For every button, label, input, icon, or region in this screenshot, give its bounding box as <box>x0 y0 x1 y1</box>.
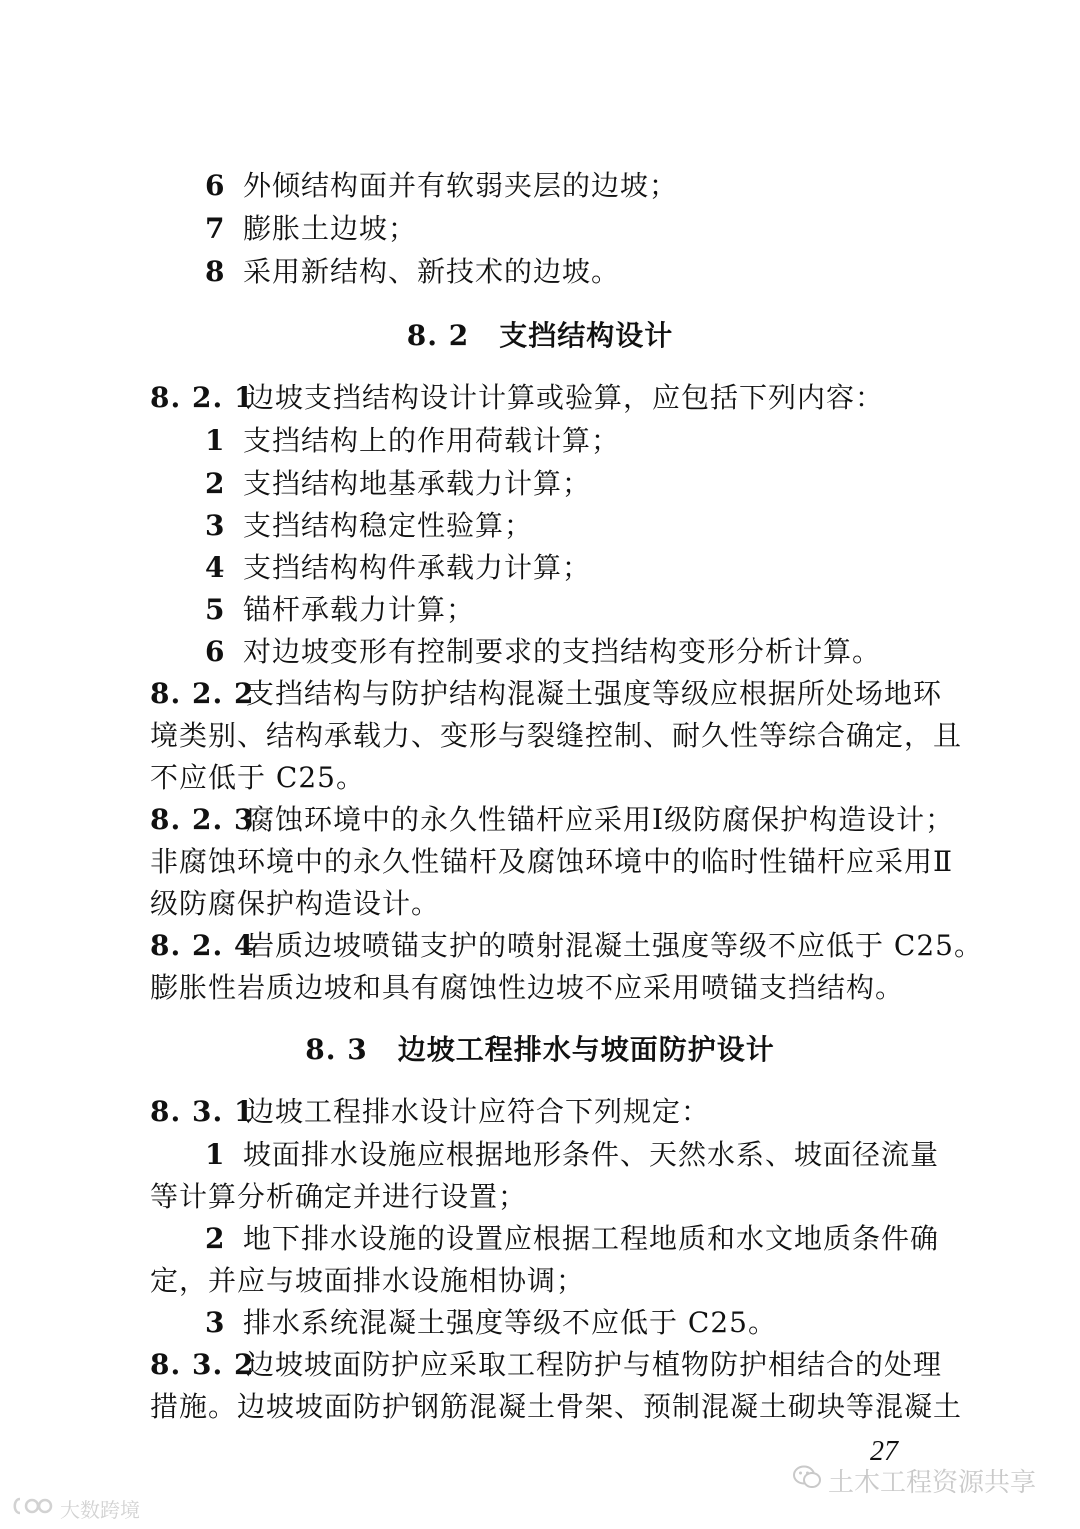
clause-8-2-3 <box>150 800 954 840</box>
item-text: 外倾结构面并有软弱夹层的边坡； <box>243 169 679 202</box>
item-text: 坡面排水设施应根据地形条件、天然水系、坡面径流量 <box>243 1138 940 1171</box>
item-text: 支挡结构稳定性验算； <box>243 509 534 542</box>
clause-number: 8. 3. 2 <box>150 1348 255 1381</box>
clause-8-2-4 <box>150 926 983 966</box>
item-text: 膨胀土边坡； <box>243 212 418 245</box>
list-item <box>205 464 591 504</box>
list-item <box>205 209 417 249</box>
item-number: 3 <box>205 1306 226 1339</box>
item-number: 4 <box>205 551 226 584</box>
list-item <box>205 252 620 292</box>
item-number: 8 <box>205 255 226 288</box>
list-item <box>205 632 881 672</box>
list-item <box>205 1303 777 1343</box>
section-title: 支挡结构设计 <box>499 319 674 352</box>
clause-text: 腐蚀环境中的永久性锚杆应采用Ⅰ级防腐保护构造设计； <box>246 803 955 836</box>
watermark-text: 大数跨境 <box>60 1498 140 1522</box>
item-text: 采用新结构、新技术的边坡。 <box>243 255 621 288</box>
clause-continuation: 措施。边坡坡面防护钢筋混凝土骨架、预制混凝土砌块等混凝土 <box>150 1390 963 1423</box>
clause-continuation: 境类别、结构承载力、变形与裂缝控制、耐久性等综合确定，且 <box>150 719 963 752</box>
item-number: 5 <box>205 593 226 626</box>
page-number: 27 <box>870 1436 898 1467</box>
item-continuation: 定，并应与坡面排水设施相协调； <box>150 1264 586 1297</box>
list-item <box>205 1219 939 1259</box>
clause-8-2-1 <box>150 378 884 418</box>
section-heading-8-3 <box>0 1030 1080 1070</box>
clause-number: 8. 2. 1 <box>150 381 255 414</box>
item-text: 支挡结构地基承载力计算； <box>243 467 592 500</box>
item-text: 支挡结构上的作用荷载计算； <box>243 424 621 457</box>
list-item <box>205 421 620 461</box>
clause-text: 边坡坡面防护应采取工程防护与植物防护相结合的处理 <box>246 1348 943 1381</box>
list-item <box>205 548 591 588</box>
list-item <box>205 590 475 630</box>
item-text: 锚杆承载力计算； <box>243 593 476 626</box>
item-continuation: 等计算分析确定并进行设置； <box>150 1180 528 1213</box>
clause-number: 8. 2. 4 <box>150 929 255 962</box>
clause-8-3-2 <box>150 1345 942 1385</box>
clause-continuation: 不应低于 C25。 <box>150 761 365 794</box>
item-number: 2 <box>205 467 226 500</box>
clause-number: 8. 2. 2 <box>150 677 255 710</box>
clause-continuation: 膨胀性岩质边坡和具有腐蚀性边坡不应采用喷锚支挡结构。 <box>150 971 905 1004</box>
section-number: 8. 2 <box>406 319 470 352</box>
watermark-text: 土木工程资源共享 <box>828 1468 1037 1498</box>
section-number: 8. 3 <box>305 1033 368 1066</box>
watermark-left <box>10 1494 140 1523</box>
clause-number: 8. 3. 1 <box>150 1095 255 1128</box>
watermark-right <box>792 1462 1036 1499</box>
logo-icon <box>10 1495 54 1522</box>
clause-number: 8. 2. 3 <box>150 803 255 836</box>
list-item <box>205 166 678 206</box>
item-number: 1 <box>205 424 226 457</box>
item-text: 排水系统混凝土强度等级不应低于 C25。 <box>243 1306 777 1339</box>
clause-text: 支挡结构与防护结构混凝土强度等级应根据所处场地环 <box>246 677 943 710</box>
clause-text: 边坡工程排水设计应符合下列规定： <box>246 1095 711 1128</box>
item-number: 2 <box>205 1222 226 1255</box>
wechat-icon <box>792 1464 822 1497</box>
item-number: 6 <box>205 635 226 668</box>
list-item <box>205 506 533 546</box>
item-number: 7 <box>205 212 226 245</box>
section-heading-8-2 <box>0 316 1080 356</box>
item-number: 6 <box>205 169 226 202</box>
item-text: 对边坡变形有控制要求的支挡结构变形分析计算。 <box>243 635 882 668</box>
clause-8-3-1 <box>150 1092 710 1132</box>
clause-text: 岩质边坡喷锚支护的喷射混凝土强度等级不应低于 C25。 <box>246 929 983 962</box>
item-text: 支挡结构构件承载力计算； <box>243 551 592 584</box>
item-number: 1 <box>205 1138 226 1171</box>
clause-continuation: 级防腐保护构造设计。 <box>150 887 441 920</box>
clause-text: 边坡支挡结构设计计算或验算，应包括下列内容： <box>246 381 885 414</box>
item-text: 地下排水设施的设置应根据工程地质和水文地质条件确 <box>243 1222 940 1255</box>
item-number: 3 <box>205 509 226 542</box>
section-title: 边坡工程排水与坡面防护设计 <box>397 1033 775 1066</box>
list-item <box>205 1135 939 1175</box>
clause-8-2-2 <box>150 674 942 714</box>
clause-continuation: 非腐蚀环境中的永久性锚杆及腐蚀环境中的临时性锚杆应采用Ⅱ <box>150 845 954 878</box>
